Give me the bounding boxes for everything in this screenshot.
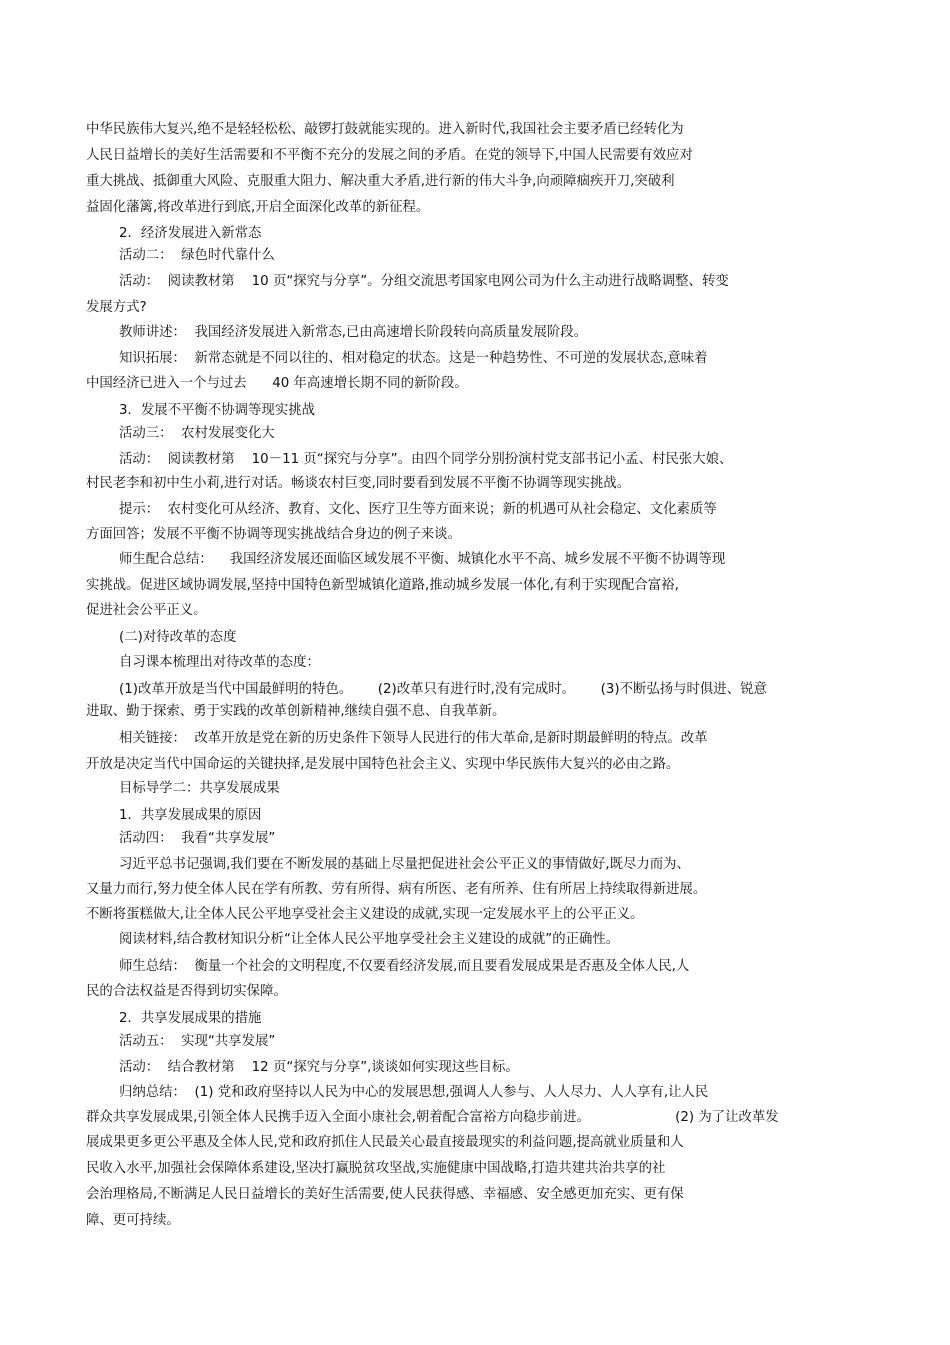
section-heading: (二)对待改革的态度 — [119, 630, 237, 645]
text-line: 又量力而行,努力使全体人民在学有所教、劳有所得、病有所医、老有所养、住有所居上持续取得新进展。 — [86, 882, 707, 897]
text-line: 知识拓展： 新常态就是不同以往的、相对稳定的状态。这是一种趋势性、不可逆的发展状态,意味着 — [119, 351, 708, 366]
text-line: 不断将蛋糕做大,让全体人民公平地享受社会主义建设的成就,实现一定发展水平上的公平正义。 — [86, 907, 644, 922]
section-heading: 2．经济发展进入新常态 — [119, 226, 262, 241]
activity-title: 活动五： 实现“共享发展” — [119, 1034, 276, 1049]
text-line: 促进社会公平正义。 — [86, 603, 207, 618]
text-line: (1)改革开放是当代中国最鲜明的特色。 (2)改革只有进行时,没有完成时。 (3)不断弘扬与时俱进、锐意 — [119, 682, 767, 697]
text-line: 重大挑战、抵御重大风险、克服重大阻力、解决重大矛盾,进行新的伟大斗争,向顽障痼疾开刀,突破利 — [86, 174, 675, 189]
text-line: 民的合法权益是否得到切实保障。 — [86, 984, 287, 999]
text-line: 村民老李和初中生小莉,进行对话。畅谈农村巨变,同时要看到发展不平衡不协调等现实挑战。 — [86, 476, 631, 491]
text-line: 展成果更多更公平惠及全体人民,党和政府抓住人民最关心最直接最现实的利益问题,提高就业质量和人 — [86, 1135, 684, 1150]
activity-title: 活动二： 绿色时代靠什么 — [119, 248, 275, 263]
section-heading: 目标导学二：共享发展成果 — [119, 781, 280, 796]
text-line: 师生配合总结： 我国经济发展还面临区域发展不平衡、城镇化水平不高、城乡发展不平衡不协调等现 — [119, 552, 726, 567]
text-line: 中华民族伟大复兴,绝不是轻轻松松、敲锣打鼓就能实现的。进入新时代,我国社会主要矛盾已经转化为 — [86, 122, 684, 137]
text-line: 活动： 结合教材第 12 页“探究与分享”,谈谈如何实现这些目标。 — [119, 1060, 519, 1075]
section-heading: 3．发展不平衡不协调等现实挑战 — [119, 403, 315, 418]
text-line: 活动： 阅读教材第 10－11 页“探究与分享”。由四个同学分别扮演村党支部书记小孟、村民张大娘、 — [119, 452, 733, 467]
text-line: 教师讲述： 我国经济发展进入新常态,已由高速增长阶段转向高质量发展阶段。 — [119, 325, 588, 340]
text-line: 会治理格局,不断满足人民日益增长的美好生活需要,使人民获得感、幸福感、安全感更加充实、更有保 — [86, 1187, 684, 1202]
text-line: 发展方式? — [86, 300, 147, 315]
text-line: 阅读材料,结合教材知识分析“让全体人民公平地享受社会主义建设的成就”的正确性。 — [119, 932, 620, 947]
text-line: 归纳总结： (1) 党和政府坚持以人民为中心的发展思想,强调人人参与、人人尽力、人人享有,让人民 — [119, 1085, 709, 1100]
text-line: 益固化藩篱,将改革进行到底,开启全面深化改革的新征程。 — [86, 200, 430, 215]
text-line: 进取、勤于探索、勇于实践的改革创新精神,继续自强不息、自我革新。 — [86, 704, 506, 719]
section-heading: 1．共享发展成果的原因 — [119, 808, 262, 823]
text-line: 活动： 阅读教材第 10 页“探究与分享”。分组交流思考国家电网公司为什么主动进行战略调整、转变 — [119, 274, 729, 289]
text-line: 习近平总书记强调,我们要在不断发展的基础上尽量把促进社会公平正义的事情做好,既尽力而为、 — [119, 857, 690, 872]
text-line: 民收入水平,加强社会保障体系建设,坚决打赢脱贫攻坚战,实施健康中国战略,打造共建共治共享的社 — [86, 1161, 666, 1176]
activity-title: 活动三： 农村发展变化大 — [119, 426, 275, 441]
text-line: 障、更可持续。 — [86, 1213, 180, 1228]
text-line: 中国经济已进入一个与过去 40 年高速增长期不同的新阶段。 — [86, 376, 468, 391]
text-line: 实挑战。促进区域协调发展,坚持中国特色新型城镇化道路,推动城乡发展一体化,有利于实现配合富裕, — [86, 578, 679, 593]
text-line: 开放是决定当代中国命运的关键抉择,是发展中国特色社会主义、实现中华民族伟大复兴的必由之路。 — [86, 757, 680, 772]
text-line: 师生总结： 衡量一个社会的文明程度,不仅要看经济发展,而且要看发展成果是否惠及全体人民,人 — [119, 959, 690, 974]
text-line: 人民日益增长的美好生活需要和不平衡不充分的发展之间的矛盾。在党的领导下,中国人民需要有效应对 — [86, 148, 693, 163]
text-line: 群众共享发展成果,引领全体人民携手迈入全面小康社会,朝着配合富裕方向稳步前进。 (2) 为了让改革发 — [86, 1110, 779, 1125]
section-heading: 2．共享发展成果的措施 — [119, 1011, 262, 1026]
text-line: 提示： 农村变化可从经济、教育、文化、医疗卫生等方面来说；新的机遇可从社会稳定、文化素质等 — [119, 502, 717, 517]
activity-title: 活动四： 我看“共享发展” — [119, 831, 276, 846]
text-line: 自习课本梳理出对待改革的态度： — [119, 655, 320, 670]
text-line: 相关链接： 改革开放是党在新的历史条件下领导人民进行的伟大革命,是新时期最鲜明的特点。改革 — [119, 731, 708, 746]
text-line: 方面回答；发展不平衡不协调等现实挑战结合身边的例子来谈。 — [86, 527, 461, 542]
